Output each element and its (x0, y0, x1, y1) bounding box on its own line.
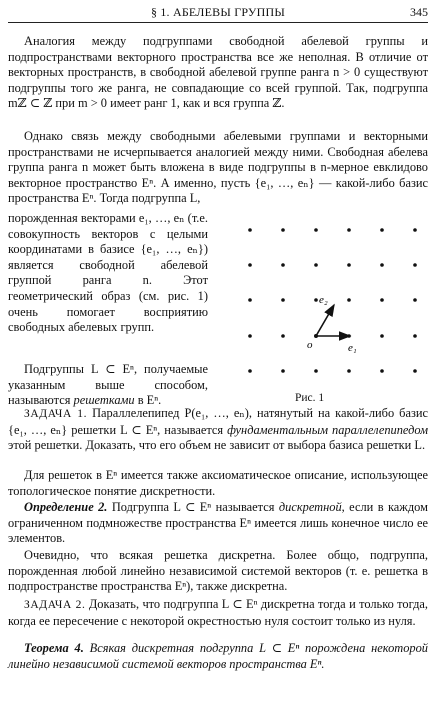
lattice-term: решетками (73, 393, 135, 408)
lattice-points (248, 228, 417, 373)
label-e1: e₁ (348, 342, 357, 354)
lattice-point (281, 263, 285, 267)
lattice-point (347, 298, 351, 302)
lattice-point (413, 334, 417, 338)
lattice-point (248, 369, 252, 373)
label-origin: o (307, 339, 313, 351)
lattice-point (248, 298, 252, 302)
paragraph-theorem-4 (8, 641, 428, 672)
lattice-text-end: в Eⁿ. (134, 393, 162, 408)
lattice-point (248, 263, 252, 267)
lattice-figure (218, 208, 430, 408)
figure-caption: Рис. 1 (295, 392, 325, 404)
header-title: § 1. АБЕЛЕВЫ ГРУППЫ (150, 5, 286, 19)
definition-2-text-start: Подгруппа L ⊂ Eⁿ называется (107, 500, 279, 514)
page-number: 345 (410, 5, 428, 19)
problem-2-label: ЗАДАЧА 2. (24, 599, 86, 611)
lattice-point (380, 334, 384, 338)
lattice-point (281, 369, 285, 373)
lattice-point (413, 263, 417, 267)
lattice-point (281, 228, 285, 232)
paragraph-definition-2 (8, 500, 428, 547)
paragraph-discreteness: Очевидно, что всякая решетка дискретна. Более общо, подгруппа, порожденная любой линейно независимой системой векторов (т. е. решетка в подпространстве пространства Eⁿ), также дискретна. (8, 548, 428, 594)
lattice-text-start: Подгруппы L ⊂ Eⁿ, получаемые указанным выше способом, называются (8, 362, 208, 408)
paragraph-axiomatic: Для решеток в Eⁿ имеется также аксиоматическое описание, использующее топологическое понятие дискретности. (8, 468, 428, 498)
lattice-point (281, 298, 285, 302)
definition-2-label: Определение 2. (24, 500, 108, 514)
theorem-4-text: Всякая дискретная подгруппа L ⊂ Eⁿ порождена некоторой линейно независимой системой векторов пространства Eⁿ. (8, 641, 428, 671)
paragraph-embedding: Однако связь между свободными абелевыми группами и векторными пространствами не исчерпывается аналогией между ними. Свободная абелева группа ранга n может быть вложена в виде подгруппы в n-мерное евклидово векторное пространство Eⁿ. А именно, пусть {e₁, …, eₙ} — какой-либо базис пространства Eⁿ. Тогда подгруппа L, (8, 129, 428, 206)
paragraph-analogy: Аналогия между подгруппами свободной абелевой группы и подпространствами векторного пространства все же неполная. В отличие от векторных пространств, в свободной абелевой группе ранга n > 0 существуют подгруппы того же ранга, не совпадающие со всей группой. Так, подгруппа mℤ ⊂ ℤ при m > 0 имеет ранг 1, как и вся группа ℤ. (8, 34, 428, 111)
paragraph-problem-2 (8, 597, 428, 629)
label-e2: e₂ (319, 294, 328, 306)
problem-1-text-end: этой решетки. Доказать, что его объем не зависит от выбора базиса решетки L. (8, 438, 426, 453)
lattice-point (314, 369, 318, 373)
lattice-point (281, 334, 285, 338)
vector-e2-arrow (316, 305, 334, 336)
lattice-point (413, 369, 417, 373)
paragraph-embedding-continued: порожденная векторами e₁, …, eₙ (т.е. совокупность векторов с целыми координатами в базисе {e₁, …, eₙ}) является свободной абелевой группой ранга n. Этот геометрический образ (см. рис. 1) очень помогает восприятию свободных абелевых групп. (8, 211, 208, 335)
lattice-point (413, 298, 417, 302)
lattice-point (314, 298, 318, 302)
lattice-point (380, 263, 384, 267)
problem-1-label: ЗАДАЧА 1. (24, 408, 88, 420)
lattice-point (248, 228, 252, 232)
lattice-point (347, 369, 351, 373)
paragraph-lattice-definition (8, 362, 208, 409)
lattice-point (347, 228, 351, 232)
theorem-4-label: Теорема 4. (24, 641, 84, 655)
discrete-term: дискретной (278, 500, 342, 514)
problem-2-text: Доказать, что подгруппа L ⊂ Eⁿ дискретна тогда и только тогда, когда ее пересечение с некоторой окрестностью нуля состоит только из нуля. (8, 597, 428, 628)
lattice-point (380, 298, 384, 302)
lattice-point (380, 369, 384, 373)
lattice-point (347, 263, 351, 267)
lattice-point (314, 263, 318, 267)
lattice-point (413, 228, 417, 232)
problem-1-text-start: Параллелепипед P(e₁, …, eₙ), натянутый на какой-либо базис {e₁, …, eₙ} решетки L ⊂ Eⁿ, называется (8, 406, 428, 437)
running-header (8, 4, 428, 23)
lattice-diagram (218, 208, 430, 408)
lattice-point (314, 228, 318, 232)
definition-2-text-end: , если в каждом ограниченном подмножестве пространства Eⁿ имеется лишь конечное число ее элементов. (8, 500, 428, 546)
lattice-point (248, 334, 252, 338)
fundamental-parallelepiped-term: фундаментальным параллелепипедом (227, 422, 429, 437)
paragraph-problem-1 (8, 406, 428, 454)
lattice-point (380, 228, 384, 232)
